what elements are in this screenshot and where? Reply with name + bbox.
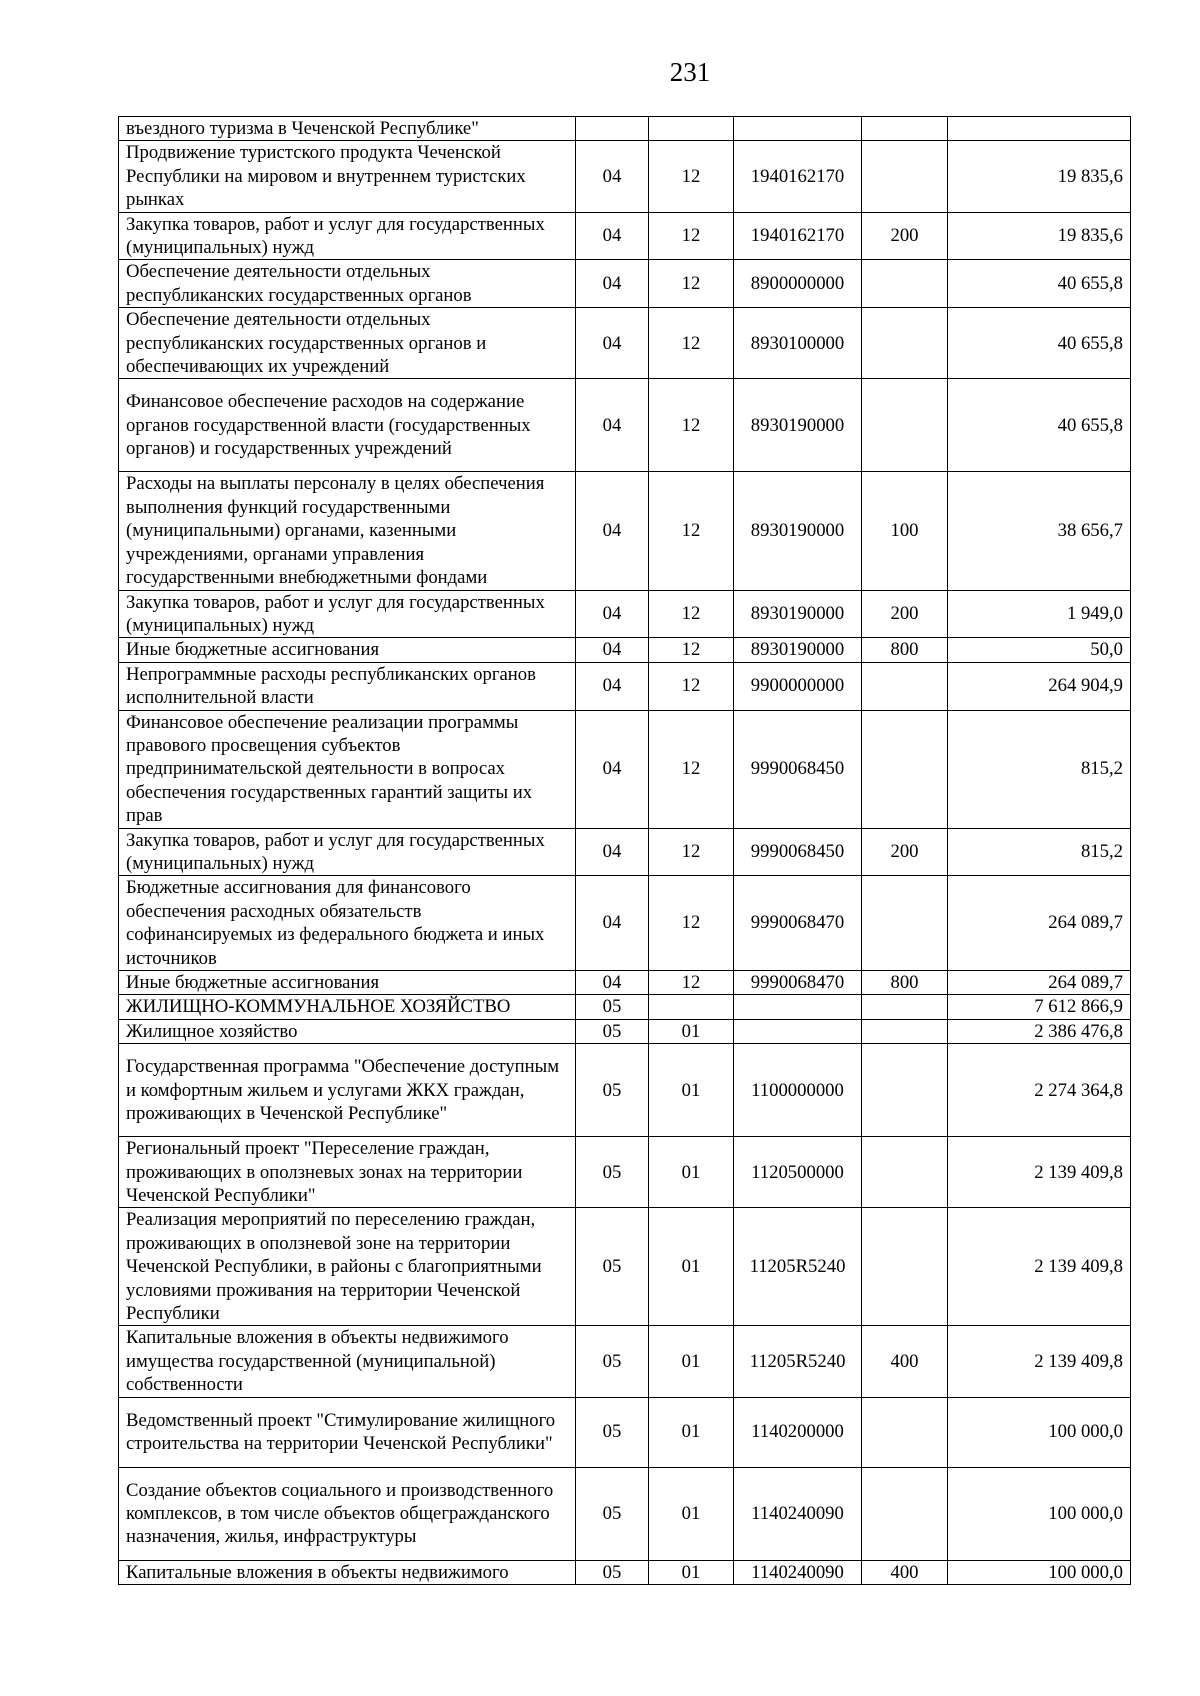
table-row bbox=[119, 1019, 1131, 1043]
amount: 2 139 409,8 bbox=[948, 1326, 1131, 1397]
amount: 50,0 bbox=[948, 638, 1131, 662]
section-code: 05 bbox=[576, 1467, 649, 1560]
section-code: 05 bbox=[576, 1137, 649, 1208]
line-item-name: Ведомственный проект "Стимулирование жилищного строительства на территории Чеченской Республики" bbox=[119, 1397, 576, 1467]
target-article-code: 11205R5240 bbox=[734, 1208, 862, 1326]
target-article-code: 1940162170 bbox=[734, 141, 862, 212]
line-item-name: Капитальные вложения в объекты недвижимого имущества государственной (муниципальной) собственности bbox=[119, 1326, 576, 1397]
table-row bbox=[119, 995, 1131, 1019]
section-code: 04 bbox=[576, 710, 649, 828]
amount bbox=[948, 117, 1131, 141]
target-article-code: 8900000000 bbox=[734, 260, 862, 308]
table-row bbox=[119, 971, 1131, 995]
amount: 100 000,0 bbox=[948, 1560, 1131, 1584]
subsection-code: 01 bbox=[649, 1137, 734, 1208]
target-article-code: 8930190000 bbox=[734, 379, 862, 472]
amount: 2 139 409,8 bbox=[948, 1137, 1131, 1208]
target-article-code: 8930190000 bbox=[734, 638, 862, 662]
expense-type-code: 100 bbox=[862, 472, 948, 590]
section-code: 05 bbox=[576, 1326, 649, 1397]
target-article-code bbox=[734, 117, 862, 141]
table-row bbox=[119, 308, 1131, 379]
amount: 2 139 409,8 bbox=[948, 1208, 1131, 1326]
expense-type-code bbox=[862, 1044, 948, 1137]
table-row bbox=[119, 1467, 1131, 1560]
target-article-code: 1140240090 bbox=[734, 1467, 862, 1560]
target-article-code: 9990068470 bbox=[734, 971, 862, 995]
amount: 40 655,8 bbox=[948, 379, 1131, 472]
target-article-code: 1940162170 bbox=[734, 212, 862, 260]
line-item-name: Реализация мероприятий по переселению граждан, проживающих в оползневой зоне на территории Чеченской Республики, в районы с благоприятными условиями проживания на территории Чеченской Республики bbox=[119, 1208, 576, 1326]
table-row bbox=[119, 141, 1131, 212]
subsection-code: 12 bbox=[649, 710, 734, 828]
amount: 38 656,7 bbox=[948, 472, 1131, 590]
expense-type-code bbox=[862, 260, 948, 308]
table-row bbox=[119, 828, 1131, 876]
line-item-name: Закупка товаров, работ и услуг для государственных (муниципальных) нужд bbox=[119, 828, 576, 876]
table-row bbox=[119, 1044, 1131, 1137]
line-item-name: Иные бюджетные ассигнования bbox=[119, 638, 576, 662]
subsection-code: 01 bbox=[649, 1467, 734, 1560]
amount: 815,2 bbox=[948, 710, 1131, 828]
section-code: 04 bbox=[576, 590, 649, 638]
section-code: 05 bbox=[576, 1019, 649, 1043]
section-code: 04 bbox=[576, 212, 649, 260]
amount: 40 655,8 bbox=[948, 308, 1131, 379]
table-row bbox=[119, 472, 1131, 590]
table-row bbox=[119, 876, 1131, 971]
expense-type-code bbox=[862, 1467, 948, 1560]
target-article-code: 9990068470 bbox=[734, 876, 862, 971]
line-item-name: Бюджетные ассигнования для финансового обеспечения расходных обязательств софинансируемых из федерального бюджета и иных источников bbox=[119, 876, 576, 971]
amount: 264 904,9 bbox=[948, 662, 1131, 710]
expense-type-code bbox=[862, 995, 948, 1019]
budget-table-body bbox=[119, 117, 1131, 1585]
expense-type-code: 200 bbox=[862, 828, 948, 876]
section-code: 04 bbox=[576, 141, 649, 212]
subsection-code: 12 bbox=[649, 828, 734, 876]
expense-type-code bbox=[862, 379, 948, 472]
amount: 19 835,6 bbox=[948, 141, 1131, 212]
subsection-code: 01 bbox=[649, 1326, 734, 1397]
line-item-name: Обеспечение деятельности отдельных республиканских государственных органов и обеспечивающих их учреждений bbox=[119, 308, 576, 379]
target-article-code bbox=[734, 995, 862, 1019]
table-row bbox=[119, 1208, 1131, 1326]
subsection-code: 12 bbox=[649, 638, 734, 662]
expense-type-code bbox=[862, 1137, 948, 1208]
subsection-code: 01 bbox=[649, 1560, 734, 1584]
line-item-name: Региональный проект "Переселение граждан, проживающих в оползневых зонах на территории Чеченской Республики" bbox=[119, 1137, 576, 1208]
table-row bbox=[119, 117, 1131, 141]
target-article-code: 9900000000 bbox=[734, 662, 862, 710]
table-row bbox=[119, 260, 1131, 308]
line-item-name: Финансовое обеспечение расходов на содержание органов государственной власти (государственных органов) и государственных учреждений bbox=[119, 379, 576, 472]
table-row bbox=[119, 638, 1131, 662]
expense-type-code: 800 bbox=[862, 971, 948, 995]
expense-type-code bbox=[862, 141, 948, 212]
line-item-name: Непрограммные расходы республиканских органов исполнительной власти bbox=[119, 662, 576, 710]
subsection-code: 01 bbox=[649, 1208, 734, 1326]
subsection-code: 12 bbox=[649, 876, 734, 971]
line-item-name: Закупка товаров, работ и услуг для государственных (муниципальных) нужд bbox=[119, 212, 576, 260]
subsection-code: 12 bbox=[649, 141, 734, 212]
section-code: 05 bbox=[576, 1044, 649, 1137]
budget-table bbox=[118, 116, 1131, 1585]
subsection-code: 12 bbox=[649, 662, 734, 710]
subsection-code: 12 bbox=[649, 472, 734, 590]
target-article-code: 9990068450 bbox=[734, 710, 862, 828]
target-article-code: 1140240090 bbox=[734, 1560, 862, 1584]
expense-type-code bbox=[862, 1397, 948, 1467]
table-row bbox=[119, 379, 1131, 472]
line-item-name: Закупка товаров, работ и услуг для государственных (муниципальных) нужд bbox=[119, 590, 576, 638]
line-item-name: Создание объектов социального и производственного комплексов, в том числе объектов общегражданского назначения, жилья, инфраструктуры bbox=[119, 1467, 576, 1560]
amount: 815,2 bbox=[948, 828, 1131, 876]
line-item-name: Финансовое обеспечение реализации программы правового просвещения субъектов предпринимательской деятельности в вопросах обеспечения государственных гарантий защиты их прав bbox=[119, 710, 576, 828]
subsection-code: 12 bbox=[649, 590, 734, 638]
subsection-code bbox=[649, 117, 734, 141]
table-row bbox=[119, 1560, 1131, 1584]
expense-type-code bbox=[862, 1208, 948, 1326]
amount: 100 000,0 bbox=[948, 1467, 1131, 1560]
section-code: 05 bbox=[576, 1397, 649, 1467]
section-code: 05 bbox=[576, 1208, 649, 1326]
amount: 2 386 476,8 bbox=[948, 1019, 1131, 1043]
amount: 7 612 866,9 bbox=[948, 995, 1131, 1019]
line-item-name: Обеспечение деятельности отдельных республиканских государственных органов bbox=[119, 260, 576, 308]
target-article-code bbox=[734, 1019, 862, 1043]
line-item-name: ЖИЛИЩНО-КОММУНАЛЬНОЕ ХОЗЯЙСТВО bbox=[119, 995, 576, 1019]
subsection-code: 01 bbox=[649, 1019, 734, 1043]
target-article-code: 1140200000 bbox=[734, 1397, 862, 1467]
subsection-code: 12 bbox=[649, 971, 734, 995]
expense-type-code: 200 bbox=[862, 212, 948, 260]
expense-type-code bbox=[862, 662, 948, 710]
table-row bbox=[119, 1326, 1131, 1397]
table-row bbox=[119, 590, 1131, 638]
expense-type-code: 200 bbox=[862, 590, 948, 638]
section-code: 04 bbox=[576, 638, 649, 662]
expense-type-code bbox=[862, 876, 948, 971]
subsection-code: 01 bbox=[649, 1397, 734, 1467]
expense-type-code bbox=[862, 710, 948, 828]
expense-type-code bbox=[862, 308, 948, 379]
subsection-code: 12 bbox=[649, 260, 734, 308]
amount: 2 274 364,8 bbox=[948, 1044, 1131, 1137]
subsection-code bbox=[649, 995, 734, 1019]
expense-type-code bbox=[862, 117, 948, 141]
line-item-name: Государственная программа "Обеспечение доступным и комфортным жильем и услугами ЖКХ граждан, проживающих в Чеченской Республике" bbox=[119, 1044, 576, 1137]
amount: 264 089,7 bbox=[948, 876, 1131, 971]
target-article-code: 1100000000 bbox=[734, 1044, 862, 1137]
target-article-code: 8930190000 bbox=[734, 472, 862, 590]
subsection-code: 12 bbox=[649, 308, 734, 379]
subsection-code: 01 bbox=[649, 1044, 734, 1137]
section-code: 04 bbox=[576, 472, 649, 590]
line-item-name: Продвижение туристского продукта Чеченской Республики на мировом и внутреннем туристских рынках bbox=[119, 141, 576, 212]
target-article-code: 11205R5240 bbox=[734, 1326, 862, 1397]
table-row bbox=[119, 710, 1131, 828]
table-row bbox=[119, 1137, 1131, 1208]
amount: 19 835,6 bbox=[948, 212, 1131, 260]
subsection-code: 12 bbox=[649, 379, 734, 472]
target-article-code: 9990068450 bbox=[734, 828, 862, 876]
line-item-name: Расходы на выплаты персоналу в целях обеспечения выполнения функций государственными (муниципальными) органами, казенными учреждениями, органами управления государственными внебюджетными фондами bbox=[119, 472, 576, 590]
amount: 100 000,0 bbox=[948, 1397, 1131, 1467]
amount: 264 089,7 bbox=[948, 971, 1131, 995]
table-row bbox=[119, 212, 1131, 260]
expense-type-code bbox=[862, 1019, 948, 1043]
line-item-name: Иные бюджетные ассигнования bbox=[119, 971, 576, 995]
amount: 40 655,8 bbox=[948, 260, 1131, 308]
section-code: 04 bbox=[576, 308, 649, 379]
expense-type-code: 400 bbox=[862, 1326, 948, 1397]
section-code bbox=[576, 117, 649, 141]
section-code: 04 bbox=[576, 379, 649, 472]
line-item-name: Жилищное хозяйство bbox=[119, 1019, 576, 1043]
section-code: 04 bbox=[576, 971, 649, 995]
line-item-name: Капитальные вложения в объекты недвижимого bbox=[119, 1560, 576, 1584]
page-number: 231 bbox=[669, 57, 711, 87]
line-item-name: въездного туризма в Чеченской Республике" bbox=[119, 117, 576, 141]
section-code: 05 bbox=[576, 995, 649, 1019]
expense-type-code: 400 bbox=[862, 1560, 948, 1584]
target-article-code: 8930190000 bbox=[734, 590, 862, 638]
expense-type-code: 800 bbox=[862, 638, 948, 662]
subsection-code: 12 bbox=[649, 212, 734, 260]
section-code: 04 bbox=[576, 828, 649, 876]
target-article-code: 1120500000 bbox=[734, 1137, 862, 1208]
target-article-code: 8930100000 bbox=[734, 308, 862, 379]
section-code: 04 bbox=[576, 260, 649, 308]
table-row bbox=[119, 1397, 1131, 1467]
section-code: 04 bbox=[576, 662, 649, 710]
table-row bbox=[119, 662, 1131, 710]
section-code: 04 bbox=[576, 876, 649, 971]
amount: 1 949,0 bbox=[948, 590, 1131, 638]
section-code: 05 bbox=[576, 1560, 649, 1584]
